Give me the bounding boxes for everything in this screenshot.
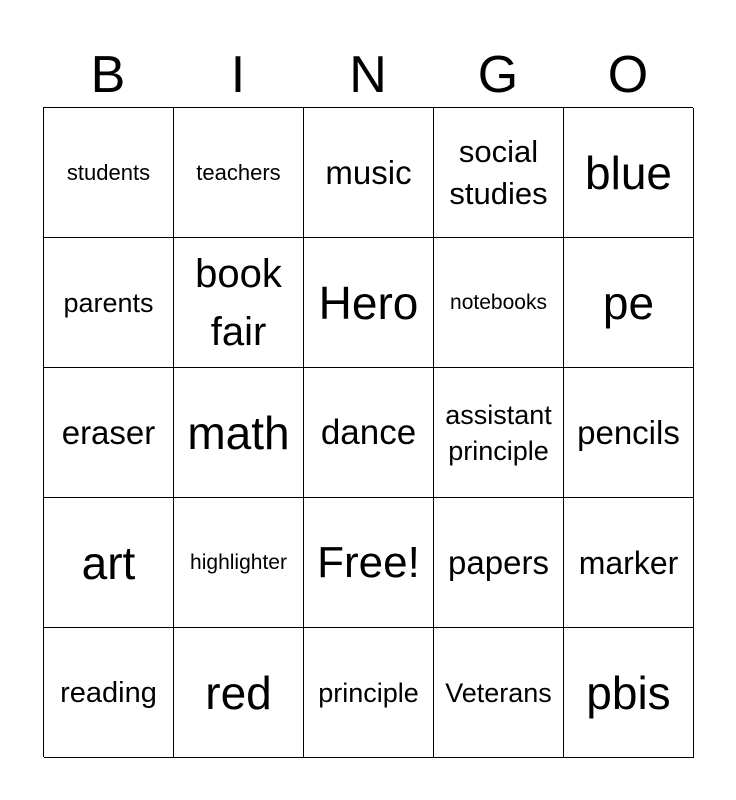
cell-text: red [205,666,272,719]
bingo-cell [304,498,434,628]
bingo-cell [304,108,434,238]
header-letter-o: O [607,46,649,104]
bingo-cell [304,628,434,758]
cell-text: math [187,406,290,459]
header-letter-i: I [230,46,246,104]
bingo-cell [434,108,564,238]
bingo-cell [174,368,304,498]
bingo-cell [44,108,174,238]
cell-text: reading [60,676,157,709]
header-letter-g: G [477,46,519,104]
cell-text: Hero [318,276,419,329]
cell-text: eraser [61,413,156,451]
bingo-grid [43,107,693,757]
cell-text: parents [63,287,154,318]
cell-text: principle [318,677,419,708]
bingo-cell [174,628,304,758]
bingo-cell [434,238,564,368]
cell-text: Free! [317,537,420,587]
cell-text: papers [448,543,549,581]
header-letter-n: N [349,46,387,104]
cell-text: pbis [586,666,671,719]
bingo-cell [304,238,434,368]
bingo-cell [174,238,304,368]
cell-text: dance [320,412,417,452]
bingo-cell [564,628,694,758]
bingo-cell [434,628,564,758]
bingo-cell [304,368,434,498]
cell-text: students [66,159,151,185]
bingo-cell [44,498,174,628]
bingo-cell [564,238,694,368]
cell-text: blue [585,146,672,199]
cell-text: pencils [577,413,680,451]
cell-text: pe [602,276,655,329]
cell-text: assistant principle [445,399,552,466]
cell-text: highlighter [190,550,287,574]
cell-text: music [325,153,412,191]
cell-text: teachers [196,159,281,185]
bingo-cell [564,368,694,498]
bingo-cell [44,368,174,498]
cell-text: art [81,536,136,589]
cell-text: notebooks [450,290,547,314]
cell-text: marker [578,544,679,581]
bingo-cell [564,108,694,238]
bingo-cell [434,498,564,628]
header-letter-b: B [90,46,126,104]
cell-text: Veterans [445,677,552,708]
cell-text: book fair [195,251,282,354]
bingo-cell [44,238,174,368]
bingo-header [43,44,693,106]
bingo-cell [174,498,304,628]
cell-text: social studies [449,133,548,211]
bingo-cell [564,498,694,628]
bingo-cell [434,368,564,498]
bingo-cell [174,108,304,238]
bingo-cell [44,628,174,758]
